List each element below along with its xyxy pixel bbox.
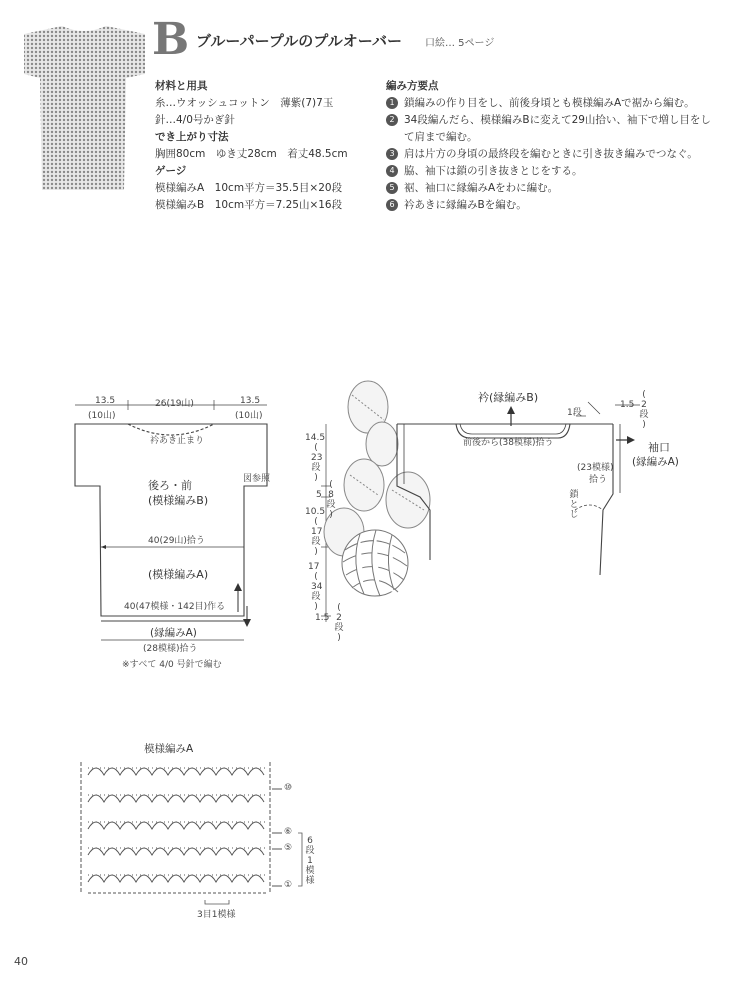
size-heading: でき上がり寸法 [155, 131, 229, 143]
chart-title: 模様編みA [144, 743, 194, 755]
cuff-rows-value: 1.5 [620, 400, 635, 410]
collar-title: 衿(縁編みB) [478, 391, 539, 404]
rows-note: 6 段 1 模 様 [305, 836, 315, 886]
gauge-heading: ゲージ [155, 165, 187, 177]
vdim-2: 5 [316, 490, 322, 500]
materials-yarn: 糸…ウオッシュコットン 薄紫(7)7玉 [155, 97, 334, 109]
cuff-pickup-a: (23模様) [577, 463, 614, 473]
chain-join-label: 鎖 と じ [569, 490, 579, 520]
step-number: 5 [386, 182, 398, 194]
row-mark-1: ① [284, 880, 293, 890]
cuff-title: 袖口 [648, 441, 670, 454]
page-number: 40 [14, 955, 28, 968]
gauge-a: 模様編みA 10cm平方＝35.5目×20段 [155, 182, 343, 194]
collar-rows: 1段 [567, 408, 582, 418]
cast-on-label: 40(47模様・142目)作る [124, 602, 226, 612]
vdim-2-rows: ( 8 段 ) [326, 480, 336, 520]
neck-label: 衿あき止まり [150, 436, 205, 446]
materials-heading: 材料と用具 [155, 80, 208, 92]
step-number: 1 [386, 97, 398, 109]
materials-hook: 針…4/0号かぎ針 [155, 114, 235, 126]
page-reference: 口絵… 5ページ [425, 38, 495, 49]
vdim-5: 1.5 [315, 613, 330, 623]
step-text: 脇、袖下は鎖の引き抜きとじをする。 [404, 165, 583, 177]
step-text: 衿あきに縁編みBを編む。 [404, 199, 527, 211]
step-number: 2 [386, 114, 398, 126]
edge-pattern: (縁編みA) [150, 627, 197, 639]
dim-top-left-count: (10山) [88, 411, 116, 421]
piece-title: 後ろ・前 [148, 479, 192, 492]
collar-pickup: 前後から(38模様)拾う [463, 438, 554, 448]
page-title: ブルーパープルのプルオーバー [196, 32, 402, 50]
vdim-5-rows: ( 2 段 ) [334, 603, 344, 643]
cuff-pickup-b: 拾う [589, 475, 608, 485]
see-figure: 図参照 [243, 474, 271, 484]
step-text: 鎖編みの作り目をし、前後身頃とも模様編みAで裾から編む。 [404, 97, 695, 109]
step-number: 3 [386, 148, 398, 160]
dim-top-left: 13.5 [95, 396, 116, 406]
vdim-3: 10.5 ( 17 段 ) [305, 507, 326, 557]
row-mark-5: ⑤ [284, 843, 293, 853]
repeat-label: 3目1模様 [197, 910, 236, 920]
edge-pickup: (28模様)拾う [143, 644, 198, 654]
step-text: 肩は片方の身頃の最終段を編むときに引き抜き編みでつなぐ。 [404, 148, 698, 160]
row-mark-10: ⑩ [284, 783, 293, 793]
hook-note: ※すべて 4/0 号針で編む [122, 660, 222, 670]
gauge-b: 模様編みB 10cm平方＝7.25山×16段 [155, 199, 343, 211]
vdim-4: 17 ( 34 段 ) [308, 562, 323, 612]
dim-top-right-count: (10山) [235, 411, 263, 421]
step-text: 34段編んだら、模様編みBに変えて29山拾い、袖下で増し目をして肩まで編む。 [404, 114, 711, 143]
dim-top-right: 13.5 [240, 396, 261, 406]
step-number: 4 [386, 165, 398, 177]
dim-top-mid: 26(19山) [155, 399, 194, 409]
cuff-rows: ( 2 段 ) [639, 390, 649, 430]
step-number: 6 [386, 199, 398, 211]
lower-pattern: (模様編みA) [148, 568, 209, 581]
piece-pattern: (模様編みB) [148, 494, 209, 507]
step-text: 裾、袖口に縁編みAをわに編む。 [404, 182, 559, 194]
size-values: 胸囲80cm ゆき丈28cm 着丈48.5cm [155, 148, 348, 160]
row-mark-6: ⑥ [284, 827, 293, 837]
pattern-letter: B [152, 14, 190, 65]
cuff-pattern: (縁編みA) [632, 456, 679, 468]
vdim-1: 14.5 ( 23 段 ) [305, 433, 326, 483]
instructions-heading: 編み方要点 [386, 80, 439, 92]
pickup-label: 40(29山)拾う [148, 536, 205, 546]
